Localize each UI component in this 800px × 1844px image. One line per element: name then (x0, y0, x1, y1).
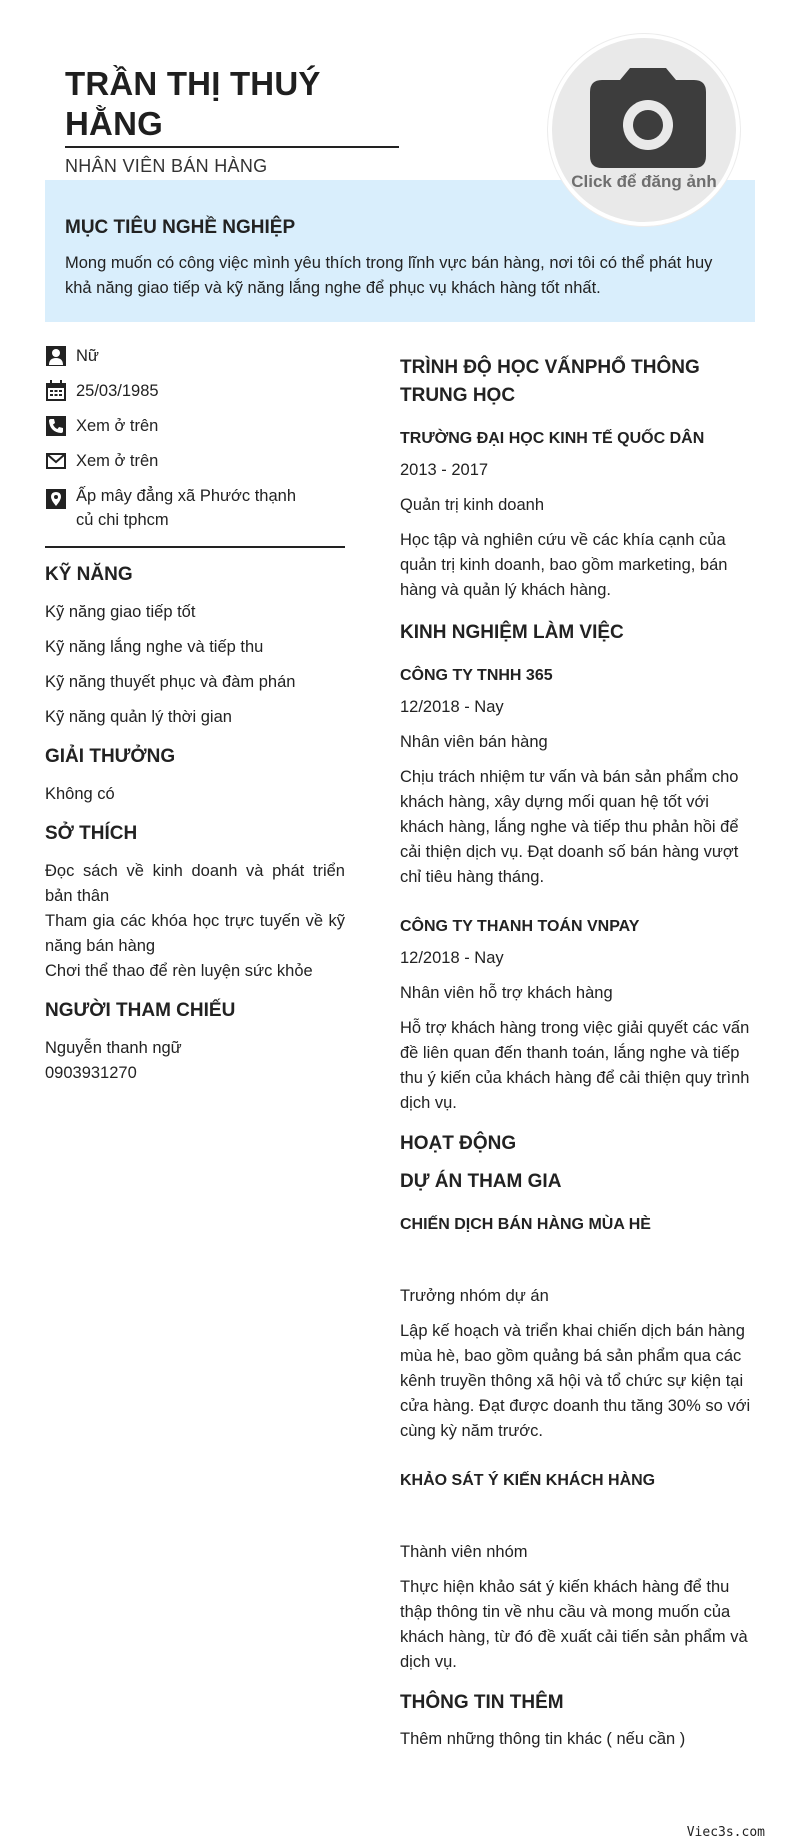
phone-value: Xem ở trên (76, 417, 159, 435)
calendar-icon (45, 380, 67, 402)
job-period: 12/2018 - Nay (400, 949, 504, 967)
additional-info-text: Thêm những thông tin khác ( nếu cần ) (400, 1730, 686, 1748)
project-name: CHIẾN DỊCH BÁN HÀNG MÙA HÈ (400, 1216, 651, 1233)
project-name: KHẢO SÁT Ý KIẾN KHÁCH HÀNG (400, 1472, 656, 1489)
phone-row (45, 414, 345, 438)
photo-upload-label: Click để đăng ảnh (571, 172, 717, 191)
additional-info-title: THÔNG TIN THÊM (400, 1692, 564, 1713)
birthday-value: 25/03/1985 (76, 382, 159, 400)
birthday-row (45, 379, 345, 403)
project-description: Lập kế hoạch và triển khai chiến dịch bán hàng mùa hè, bao gồm quảng bá sản phẩm qua các kênh truyền thông xã hội và tổ chức sự kiện tại cửa hàng. Đạt được doanh thu tăng 30% so với cùng kỳ năm trước. (400, 1322, 751, 1440)
address-value: Ấp mây đẳng xã Phước thạnh củ chi tphcm (76, 487, 296, 529)
skill-item: Kỹ năng thuyết phục và đàm phán (45, 673, 296, 691)
project-description: Thực hiện khảo sát ý kiến khách hàng để thu thập thông tin về nhu cầu và mong muốn của khách hàng, từ đó đề xuất cải tiến sản phẩm và dịch vụ. (400, 1578, 748, 1671)
address-row (45, 484, 345, 532)
experience-title: KINH NGHIỆM LÀM VIỆC (400, 622, 624, 643)
job-company: CÔNG TY THANH TOÁN VNPAY (400, 918, 640, 935)
project-role: Trưởng nhóm dự án (400, 1287, 549, 1305)
hobby-item: Đọc sách về kinh doanh và phát triển bản thân (45, 862, 345, 905)
candidate-name: TRẦN THỊ THUÝ HẰNG (65, 64, 399, 148)
job-company: CÔNG TY TNHH 365 (400, 667, 553, 684)
mail-icon (45, 450, 67, 472)
gender-value: Nữ (76, 347, 99, 365)
left-column (45, 344, 345, 1086)
education-title: TRÌNH ĐỘ HỌC VẤNPHỔ THÔNG TRUNG HỌC (400, 357, 700, 406)
skill-item: Kỹ năng lắng nghe và tiếp thu (45, 638, 264, 656)
job-description: Chịu trách nhiệm tư vấn và bán sản phẩm cho khách hàng, xây dựng mối quan hệ tốt với khách hàng, lắng nghe và tiếp thu phản hồi để cải thiện dịch vụ. Đạt doanh số bán hàng vượt chỉ tiêu hàng tháng. (400, 768, 739, 886)
left-divider (45, 546, 345, 548)
email-value: Xem ở trên (76, 452, 159, 470)
education-period: 2013 - 2017 (400, 461, 489, 479)
email-row (45, 449, 345, 473)
projects-title: DỰ ÁN THAM GIA (400, 1171, 562, 1192)
references-title: NGƯỜI THAM CHIẾU (45, 1000, 236, 1021)
job-role: Nhân viên hỗ trợ khách hàng (400, 984, 613, 1002)
education-school: TRƯỜNG ĐẠI HỌC KINH TẾ QUỐC DÂN (400, 430, 705, 447)
education-description: Học tập và nghiên cứu về các khía cạnh của quản trị kinh doanh, bao gồm marketing, bán hàng và quản lý khách hàng. (400, 531, 728, 599)
hobby-item: Chơi thể thao để rèn luyện sức khỏe (45, 962, 313, 980)
reference-name: Nguyễn thanh ngữ (45, 1039, 182, 1057)
cv-header (65, 64, 399, 177)
activities-title: HOẠT ĐỘNG (400, 1133, 517, 1154)
awards-text: Không có (45, 785, 115, 803)
job-description: Hỗ trợ khách hàng trong việc giải quyết các vấn đề liên quan đến thanh toán, lắng nghe và tiếp thu ý kiến của khách hàng để cải thiện quy trình dịch vụ. (400, 1019, 750, 1112)
awards-title: GIẢI THƯỞNG (45, 746, 176, 767)
right-column (400, 354, 755, 1752)
person-icon (45, 345, 67, 367)
photo-upload-button[interactable] (548, 34, 740, 226)
candidate-job-title: NHÂN VIÊN BÁN HÀNG (65, 156, 268, 177)
camera-icon (590, 68, 706, 168)
job-period: 12/2018 - Nay (400, 698, 504, 716)
hobby-item: Tham gia các khóa học trực tuyến về kỹ năng bán hàng (45, 912, 345, 955)
reference-phone: 0903931270 (45, 1064, 137, 1082)
watermark: Viec3s.com (686, 1825, 765, 1840)
location-pin-icon (45, 488, 67, 510)
hobbies-title: SỞ THÍCH (45, 823, 138, 844)
gender-row (45, 344, 345, 368)
project-role: Thành viên nhóm (400, 1543, 528, 1561)
job-role: Nhân viên bán hàng (400, 733, 548, 751)
phone-icon (45, 415, 67, 437)
skills-title: KỸ NĂNG (45, 564, 133, 585)
skill-item: Kỹ năng quản lý thời gian (45, 708, 232, 726)
objective-title: MỤC TIÊU NGHỀ NGHIỆP (65, 217, 296, 238)
objective-text: Mong muốn có công việc mình yêu thích trong lĩnh vực bán hàng, nơi tôi có thể phát huy khả năng giao tiếp và kỹ năng lắng nghe để phục vụ khách hàng tốt nhất. (65, 254, 713, 297)
education-major: Quản trị kinh doanh (400, 496, 545, 514)
skill-item: Kỹ năng giao tiếp tốt (45, 603, 196, 621)
